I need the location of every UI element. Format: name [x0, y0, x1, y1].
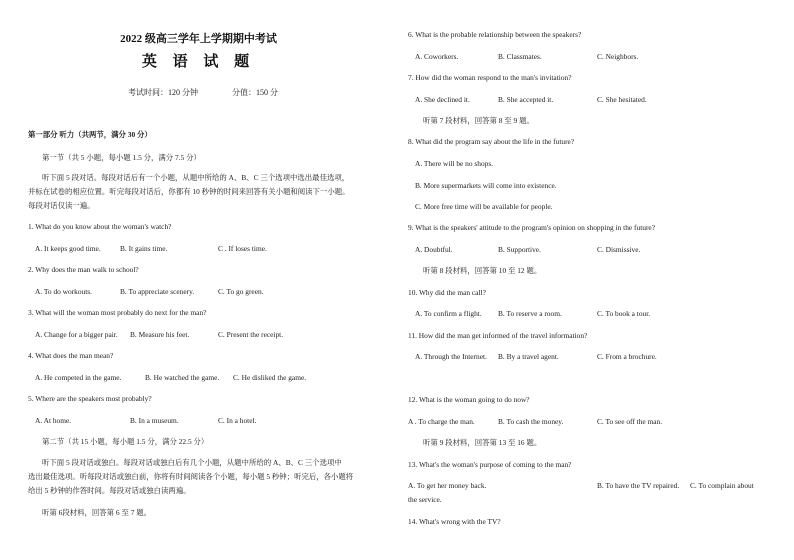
q9-option-b: B. Supportive.	[498, 245, 541, 254]
question-5: 5. Where are the speakers most probably?	[28, 394, 152, 403]
q9-option-c: C. Dismissive.	[597, 245, 641, 254]
q1-option-a: A. It keeps good time.	[35, 244, 101, 253]
listen-material-7: 听第 7 段材料，回答第 8 至 9 题。	[423, 116, 534, 125]
listen-material-9: 听第 9 段材料，回答第 13 至 16 题。	[423, 438, 542, 447]
q7-option-c: C. She hesitated.	[597, 95, 647, 104]
exam-score: 分值：150 分	[232, 88, 278, 97]
q2-option-b: B. To appreciate scenery.	[120, 287, 195, 296]
q2-option-c: C. To go green.	[218, 287, 264, 296]
q7-option-b: B. She accepted it.	[498, 95, 554, 104]
q3-option-a: A. Change for a bigger pair.	[35, 330, 118, 339]
section2-instruction-line: 选出最佳选项。听每段对话或独白前，你将有时间阅读各个小题，每小题 5 秒钟；听完后，各小题将	[28, 472, 354, 481]
q4-option-c: C. He disliked the game.	[233, 373, 307, 382]
q2-option-a: A. To do workouts.	[35, 287, 93, 296]
q8-option-a: A. There will be no shops.	[415, 159, 494, 168]
exam-subject: 英 语 试 题	[141, 54, 256, 70]
question-12: 12. What is the woman going to do now?	[408, 395, 530, 404]
q6-option-b: B. Classmates.	[498, 52, 542, 61]
q13-option-b: B. To have the TV repaired.	[597, 481, 680, 490]
question-8: 8. What did the program say about the life in the future?	[408, 137, 575, 146]
question-7: 7. How did the woman respond to the man's invitation?	[408, 73, 572, 82]
listen-material-6: 听第 6段材料，回答第 6 至 7 题。	[42, 508, 152, 517]
q13-option-a: A. To get her money back.	[408, 481, 487, 490]
q1-option-c: C . If loses time.	[218, 244, 267, 253]
section1-heading: 第一节（共 5 小题，每小题 1.5 分，满分 7.5 分）	[42, 153, 201, 162]
section1-instruction-line: 听下面 5 段对话。每段对话后有一个小题，从题中所给的 A、B、C 三个选项中选出最佳选项，	[42, 173, 350, 182]
question-14: 14. What's wrong with the TV?	[408, 517, 501, 526]
q3-option-c: C. Present the receipt.	[218, 330, 284, 339]
exam-time: 考试时间：120 分钟	[128, 88, 198, 97]
section2-heading: 第二节（共 15 小题，每小题 1.5 分，满分 22.5 分）	[42, 437, 209, 446]
q12-option-b: B. To cash the money.	[498, 417, 564, 426]
q11-option-a: A. Through the Internet.	[415, 352, 487, 361]
question-13: 13. What's the woman's purpose of coming to the man?	[408, 460, 572, 469]
question-11: 11. How did the man get informed of the travel information?	[408, 331, 588, 340]
question-10: 10. Why did the man call?	[408, 288, 486, 297]
question-6: 6. What is the probable relationship between the speakers?	[408, 30, 582, 39]
question-1: 1. What do you know about the woman's watch?	[28, 222, 172, 231]
question-2: 2. Why does the man walk to school?	[28, 265, 139, 274]
section2-instruction-line: 听下面 5 段对话或独白。每段对话或独白后有几个小题，从题中所给的 A、B、C 三个选项中	[42, 458, 342, 467]
q5-option-c: C. In a hotel.	[218, 416, 257, 425]
q6-option-a: A. Coworkers.	[415, 52, 459, 61]
q10-option-a: A. To confirm a flight.	[415, 309, 482, 318]
q10-option-b: B. To reserve a room.	[498, 309, 562, 318]
question-3: 3. What will the woman most probably do next for the man?	[28, 308, 207, 317]
q11-option-c: C. From a brochure.	[597, 352, 657, 361]
q7-option-a: A. She declined it.	[415, 95, 470, 104]
section1-instruction-line: 并标在试卷的相应位置。听完每段对话后，你都有 10 秒钟的时间来回答有关小题和阅读下一小题。	[28, 187, 350, 196]
q1-option-b: B. It gains time.	[120, 244, 168, 253]
q12-option-c: C. To see off the man.	[597, 417, 663, 426]
question-4: 4. What does the man mean?	[28, 351, 114, 360]
q6-option-c: C. Neighbors.	[597, 52, 639, 61]
q3-option-b: B. Measure his feet.	[130, 330, 190, 339]
q11-option-b: B. By a travel agent.	[498, 352, 559, 361]
q4-option-a: A. He competed in the game.	[35, 373, 122, 382]
q9-option-a: A. Doubtful.	[415, 245, 453, 254]
section2-instruction-line: 给出 5 秒钟的作答时间。每段对话或独白读两遍。	[28, 486, 191, 495]
part1-heading: 第一部分 听力（共两节，满分 30 分）	[28, 130, 152, 139]
q5-option-a: A. At home.	[35, 416, 72, 425]
listen-material-8: 听第 8 段材料，回答第 10 至 12 题。	[423, 266, 542, 275]
question-9: 9. What is the speakers' attitude to the program's opinion on shopping in the future?	[408, 223, 655, 232]
exam-title: 2022 级高三学年上学期期中考试	[120, 33, 277, 45]
column-divider	[397, 0, 398, 560]
q13-option-c: C. To complain about	[690, 481, 754, 490]
q12-option-a: A . To charge the man.	[408, 417, 475, 426]
q10-option-c: C. To book a tour.	[597, 309, 651, 318]
q4-option-b: B. He watched the game.	[145, 373, 220, 382]
section1-instruction-line: 每段对话仅读一遍。	[28, 201, 95, 210]
q8-option-b: B. More supermarkets will come into existence.	[415, 181, 557, 190]
q13-option-c-continued: the service.	[408, 495, 442, 504]
q8-option-c: C. More free time will be available for people.	[415, 202, 553, 211]
q5-option-b: B. In a museum.	[130, 416, 179, 425]
